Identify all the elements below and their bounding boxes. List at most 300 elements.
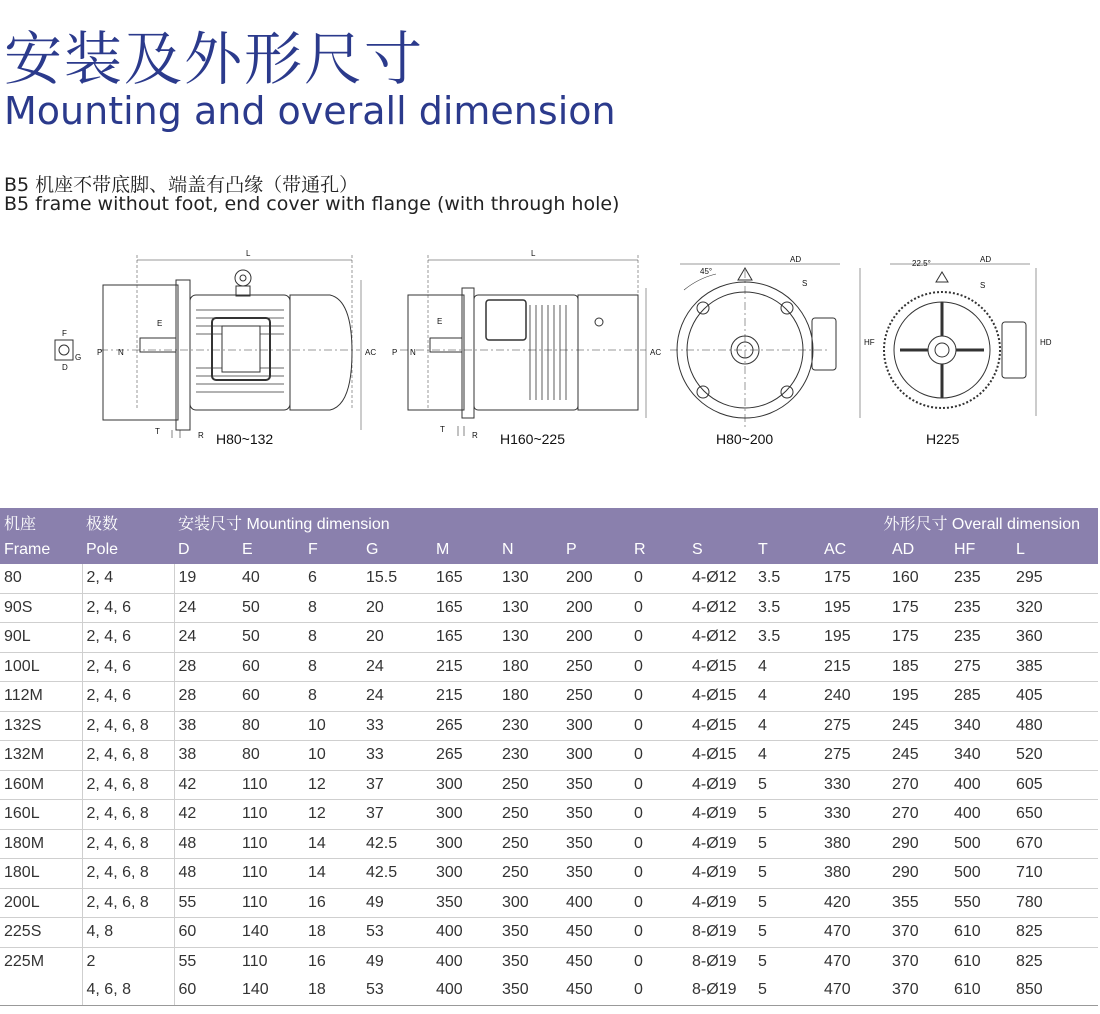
dim-e-label-2: E bbox=[437, 317, 443, 326]
table-cell: 24 bbox=[362, 652, 432, 682]
table-cell: 160L bbox=[0, 800, 82, 830]
table-cell: 380 bbox=[820, 859, 888, 889]
table-cell: 8 bbox=[304, 652, 362, 682]
table-cell: 175 bbox=[820, 564, 888, 593]
table-cell: 405 bbox=[1012, 682, 1098, 712]
angle-45-label: 45° bbox=[700, 267, 713, 276]
table-cell: 100L bbox=[0, 652, 82, 682]
table-cell: 53 bbox=[362, 976, 432, 1005]
table-cell: 265 bbox=[432, 711, 498, 741]
table-cell: 10 bbox=[304, 711, 362, 741]
table-cell: 215 bbox=[820, 652, 888, 682]
dim-s-label-1: S bbox=[802, 279, 808, 288]
table-cell: 2, 4, 6, 8 bbox=[82, 859, 174, 889]
table-cell: 14 bbox=[304, 829, 362, 859]
table-cell: 185 bbox=[888, 652, 950, 682]
table-cell: 195 bbox=[888, 682, 950, 712]
table-cell: 5 bbox=[754, 976, 820, 1005]
column-header-t: T bbox=[754, 536, 820, 564]
table-cell: 160 bbox=[888, 564, 950, 593]
table-row bbox=[0, 652, 1098, 682]
table-cell: 10 bbox=[304, 741, 362, 771]
column-header-s: S bbox=[688, 536, 754, 564]
table-cell: 2, 4, 6 bbox=[82, 682, 174, 712]
table-cell: 140 bbox=[238, 976, 304, 1005]
table-row bbox=[0, 947, 1098, 976]
table-cell: 215 bbox=[432, 652, 498, 682]
dimension-table bbox=[0, 508, 1098, 1006]
section-subtitle-cn: B5 机座不带底脚、端盖有凸缘（带通孔） bbox=[4, 174, 359, 196]
column-header-d: D bbox=[174, 536, 238, 564]
column-header-hf: HF bbox=[950, 536, 1012, 564]
table-cell: 0 bbox=[630, 564, 688, 593]
table-cell: 28 bbox=[174, 682, 238, 712]
table-cell: 290 bbox=[888, 859, 950, 889]
table-cell: 300 bbox=[498, 888, 562, 918]
table-cell: 4-Ø15 bbox=[688, 741, 754, 771]
table-cell bbox=[0, 976, 82, 1005]
table-cell: 350 bbox=[498, 918, 562, 948]
table-cell: 4-Ø15 bbox=[688, 652, 754, 682]
table-row bbox=[0, 918, 1098, 948]
table-cell: 2, 4, 6, 8 bbox=[82, 711, 174, 741]
dim-r-label-1: R bbox=[198, 431, 204, 440]
table-row bbox=[0, 888, 1098, 918]
table-cell: 175 bbox=[888, 593, 950, 623]
table-cell: 240 bbox=[820, 682, 888, 712]
table-cell: 16 bbox=[304, 888, 362, 918]
table-cell: 4-Ø19 bbox=[688, 859, 754, 889]
table-cell: 110 bbox=[238, 800, 304, 830]
table-cell: 160M bbox=[0, 770, 82, 800]
table-cell: 20 bbox=[362, 623, 432, 653]
table-cell: 53 bbox=[362, 918, 432, 948]
table-cell: 400 bbox=[950, 770, 1012, 800]
table-row bbox=[0, 711, 1098, 741]
dim-p-label-2: P bbox=[392, 348, 398, 357]
dim-p-label-1: P bbox=[97, 348, 103, 357]
table-cell: 80 bbox=[0, 564, 82, 593]
table-cell: 380 bbox=[820, 829, 888, 859]
table-cell: 0 bbox=[634, 952, 643, 970]
table-cell: 2, 4, 6, 8 bbox=[82, 770, 174, 800]
dim-f-label: F bbox=[62, 329, 67, 338]
table-cell: 60 bbox=[238, 682, 304, 712]
dim-ac-label-2: AC bbox=[650, 348, 662, 357]
dim-r-label-2: R bbox=[472, 431, 478, 440]
table-row bbox=[0, 770, 1098, 800]
table-cell: 4 bbox=[754, 741, 820, 771]
table-cell: 40 bbox=[238, 564, 304, 593]
front-view-large-drawing bbox=[884, 264, 1036, 416]
table-cell: 130 bbox=[498, 623, 562, 653]
table-cell: 5 bbox=[754, 770, 820, 800]
table-cell: 350 bbox=[502, 952, 529, 970]
table-cell: 225S bbox=[0, 918, 82, 948]
table-cell: 80 bbox=[238, 741, 304, 771]
table-cell: 180L bbox=[0, 859, 82, 889]
table-cell: 24 bbox=[362, 682, 432, 712]
column-header-frame: Frame bbox=[0, 536, 82, 564]
caption-h160-225: H160~225 bbox=[500, 431, 566, 447]
column-header-pole: Pole bbox=[82, 536, 174, 564]
table-cell: 130 bbox=[498, 593, 562, 623]
table-cell: 400 bbox=[950, 800, 1012, 830]
table-cell: 5 bbox=[754, 829, 820, 859]
table-cell: 3.5 bbox=[754, 593, 820, 623]
table-cell: 450 bbox=[562, 918, 630, 948]
table-cell: 450 bbox=[566, 952, 593, 970]
table-cell: 420 bbox=[820, 888, 888, 918]
table-cell: 5 bbox=[754, 859, 820, 889]
table-cell: 4 bbox=[754, 711, 820, 741]
table-cell: 200L bbox=[0, 888, 82, 918]
table-cell: 8-Ø19 bbox=[692, 952, 737, 970]
table-cell: 2, 4, 6 bbox=[82, 623, 174, 653]
table-cell: 49 bbox=[362, 888, 432, 918]
table-cell: 24 bbox=[174, 593, 238, 623]
table-cell: 850 bbox=[1012, 976, 1098, 1005]
angle-225-label: 22.5° bbox=[912, 259, 931, 268]
table-cell: 230 bbox=[498, 711, 562, 741]
column-header-p: P bbox=[562, 536, 630, 564]
header-overall: 外形尺寸 Overall dimension bbox=[754, 508, 1098, 536]
table-cell: 8 bbox=[304, 623, 362, 653]
dim-l-label-1: L bbox=[246, 249, 251, 258]
table-cell: 132S bbox=[0, 711, 82, 741]
table-cell: 37 bbox=[362, 800, 432, 830]
table-cell: 14 bbox=[304, 859, 362, 889]
table-cell: 520 bbox=[1012, 741, 1098, 771]
table-cell: 60 bbox=[174, 976, 238, 1005]
table-cell: 50 bbox=[238, 623, 304, 653]
table-row bbox=[0, 800, 1098, 830]
table-cell: 0 bbox=[630, 652, 688, 682]
table-cell: 50 bbox=[238, 593, 304, 623]
table-row bbox=[0, 976, 1098, 1005]
table-cell: 33 bbox=[362, 711, 432, 741]
table-cell: 42 bbox=[174, 800, 238, 830]
table-cell: 330 bbox=[820, 770, 888, 800]
dim-n-label-1: N bbox=[118, 348, 124, 357]
table-cell: 0 bbox=[630, 682, 688, 712]
table-cell: 80 bbox=[238, 711, 304, 741]
table-cell: 3.5 bbox=[754, 623, 820, 653]
table-cell: 225M bbox=[0, 947, 82, 976]
dim-t-label-1: T bbox=[155, 427, 160, 436]
table-cell: 48 bbox=[174, 829, 238, 859]
table-cell: 130 bbox=[498, 564, 562, 593]
table-cell: 275 bbox=[820, 741, 888, 771]
table-cell: 350 bbox=[562, 859, 630, 889]
table-cell: 350 bbox=[562, 829, 630, 859]
table-cell: 200 bbox=[562, 593, 630, 623]
table-cell: 385 bbox=[1012, 652, 1098, 682]
side-view-small-drawing bbox=[55, 255, 361, 438]
table-cell: 2, 4, 6 bbox=[82, 652, 174, 682]
dimension-drawings bbox=[0, 240, 1100, 460]
table-cell: 180 bbox=[498, 652, 562, 682]
table-cell: 4-Ø12 bbox=[688, 564, 754, 593]
column-header-ac: AC bbox=[820, 536, 888, 564]
table-cell: 350 bbox=[562, 800, 630, 830]
table-cell: 0 bbox=[630, 623, 688, 653]
table-cell: 200 bbox=[562, 564, 630, 593]
table-cell: 0 bbox=[630, 770, 688, 800]
table-cell: 650 bbox=[1012, 800, 1098, 830]
table-cell: 165 bbox=[432, 623, 498, 653]
table-cell: 18 bbox=[304, 976, 362, 1005]
table-cell: 0 bbox=[630, 711, 688, 741]
table-cell: 2, 4, 6 bbox=[82, 593, 174, 623]
table-cell: 550 bbox=[950, 888, 1012, 918]
table-cell: 5 bbox=[758, 952, 767, 970]
table-cell: 670 bbox=[1012, 829, 1098, 859]
table-cell: 400 bbox=[432, 976, 498, 1005]
table-cell: 20 bbox=[362, 593, 432, 623]
table-cell: 370 bbox=[888, 976, 950, 1005]
table-cell: 195 bbox=[820, 623, 888, 653]
table-cell: 350 bbox=[432, 888, 498, 918]
dim-d-label: D bbox=[62, 363, 68, 372]
table-header-row-1 bbox=[0, 508, 1098, 536]
table-cell: 450 bbox=[562, 976, 630, 1005]
table-cell: 250 bbox=[498, 770, 562, 800]
table-cell: 33 bbox=[362, 741, 432, 771]
table-cell: 6 bbox=[304, 564, 362, 593]
table-cell: 8 bbox=[304, 682, 362, 712]
table-cell: 400 bbox=[562, 888, 630, 918]
table-cell: 300 bbox=[432, 800, 498, 830]
table-row bbox=[0, 741, 1098, 771]
table-cell: 610 bbox=[950, 976, 1012, 1005]
table-cell: 2, 4 bbox=[82, 564, 174, 593]
table-cell: 4-Ø15 bbox=[688, 711, 754, 741]
page-title-en: Mounting and overall dimension bbox=[4, 89, 616, 133]
header-mounting: 安装尺寸 Mounting dimension bbox=[174, 508, 754, 536]
table-cell: 180M bbox=[0, 829, 82, 859]
table-cell: 250 bbox=[562, 652, 630, 682]
table-row bbox=[0, 859, 1098, 889]
table-cell: 2, 4, 6, 8 bbox=[82, 800, 174, 830]
table-cell: 48 bbox=[174, 859, 238, 889]
table-cell: 4-Ø19 bbox=[688, 829, 754, 859]
side-view-large-drawing bbox=[400, 255, 646, 436]
table-cell: 4-Ø12 bbox=[688, 623, 754, 653]
table-cell: 275 bbox=[820, 711, 888, 741]
table-cell: 300 bbox=[432, 859, 498, 889]
table-cell: 55 bbox=[178, 952, 197, 970]
table-cell: 610 bbox=[950, 918, 1012, 948]
table-cell: 195 bbox=[820, 593, 888, 623]
table-cell: 710 bbox=[1012, 859, 1098, 889]
table-cell: 5 bbox=[754, 888, 820, 918]
table-cell: 250 bbox=[498, 829, 562, 859]
table-cell: 8 bbox=[304, 593, 362, 623]
table-cell: 2, 4, 6, 8 bbox=[82, 888, 174, 918]
table-cell: 4, 8 bbox=[82, 918, 174, 948]
table-cell: 235 bbox=[950, 623, 1012, 653]
table-cell: 500 bbox=[950, 829, 1012, 859]
table-cell: 60 bbox=[174, 918, 238, 948]
section-subtitle-en: B5 frame without foot, end cover with flange (with through hole) bbox=[4, 193, 620, 215]
table-cell: 780 bbox=[1012, 888, 1098, 918]
table-cell: 12 bbox=[304, 800, 362, 830]
table-cell: 38 bbox=[174, 741, 238, 771]
table-cell: 3.5 bbox=[754, 564, 820, 593]
table-cell: 480 bbox=[1012, 711, 1098, 741]
table-cell: 340 bbox=[950, 741, 1012, 771]
table-cell: 24 bbox=[174, 623, 238, 653]
table-cell: 215 bbox=[432, 682, 498, 712]
dim-e-label-1: E bbox=[157, 319, 163, 328]
table-cell: 0 bbox=[630, 976, 688, 1005]
table-cell: 605 bbox=[1012, 770, 1098, 800]
table-cell: 300 bbox=[432, 770, 498, 800]
table-cell: 110 bbox=[238, 859, 304, 889]
table-cell: 330 bbox=[820, 800, 888, 830]
table-cell: 300 bbox=[432, 829, 498, 859]
table-cell: 500 bbox=[950, 859, 1012, 889]
column-header-g: G bbox=[362, 536, 432, 564]
column-header-r: R bbox=[630, 536, 688, 564]
table-cell: 42.5 bbox=[362, 859, 432, 889]
header-pole-cn: 极数 bbox=[82, 508, 174, 536]
table-cell: 825 bbox=[1012, 918, 1098, 948]
table-cell: 0 bbox=[630, 888, 688, 918]
column-header-e: E bbox=[238, 536, 304, 564]
table-cell: 610 bbox=[954, 952, 981, 970]
table-cell: 2 bbox=[82, 947, 174, 976]
column-header-m: M bbox=[432, 536, 498, 564]
table-cell: 400 bbox=[436, 952, 463, 970]
table-cell: 37 bbox=[362, 770, 432, 800]
table-cell: 250 bbox=[498, 800, 562, 830]
dim-hd-label: HD bbox=[1040, 338, 1052, 347]
table-cell: 16 bbox=[308, 952, 326, 970]
table-cell: 60 bbox=[238, 652, 304, 682]
table-cell: 0 bbox=[630, 741, 688, 771]
table-cell: 165 bbox=[432, 564, 498, 593]
table-cell: 4 bbox=[754, 652, 820, 682]
table-cell: 200 bbox=[562, 623, 630, 653]
table-cell: 230 bbox=[498, 741, 562, 771]
dim-n-label-2: N bbox=[410, 348, 416, 357]
table-cell: 400 bbox=[432, 918, 498, 948]
table-cell: 110 bbox=[238, 770, 304, 800]
table-cell: 42 bbox=[174, 770, 238, 800]
table-cell: 350 bbox=[562, 770, 630, 800]
caption-h80-132: H80~132 bbox=[216, 431, 274, 447]
table-cell: 0 bbox=[630, 829, 688, 859]
table-cell: 250 bbox=[498, 859, 562, 889]
table-cell: 370 bbox=[892, 952, 919, 970]
table-cell: 355 bbox=[888, 888, 950, 918]
table-cell: 4-Ø19 bbox=[688, 800, 754, 830]
table-cell: 235 bbox=[950, 593, 1012, 623]
table-cell: 110 bbox=[238, 829, 304, 859]
table-cell: 470 bbox=[824, 952, 851, 970]
table-cell: 38 bbox=[174, 711, 238, 741]
table-row bbox=[0, 593, 1098, 623]
table-cell: 112M bbox=[0, 682, 82, 712]
table-cell: 90L bbox=[0, 623, 82, 653]
table-cell: 19 bbox=[174, 564, 238, 593]
dim-s-label-2: S bbox=[980, 281, 986, 290]
table-cell: 4-Ø19 bbox=[688, 770, 754, 800]
table-cell: 360 bbox=[1012, 623, 1098, 653]
table-cell: 300 bbox=[562, 741, 630, 771]
table-cell: 12 bbox=[304, 770, 362, 800]
dim-l-label-2: L bbox=[531, 249, 536, 258]
table-cell: 0 bbox=[630, 800, 688, 830]
table-cell: 275 bbox=[950, 652, 1012, 682]
table-cell: 0 bbox=[630, 859, 688, 889]
column-header-n: N bbox=[498, 536, 562, 564]
caption-h80-200: H80~200 bbox=[716, 431, 774, 447]
table-cell: 290 bbox=[888, 829, 950, 859]
table-cell: 295 bbox=[1012, 564, 1098, 593]
table-cell: 0 bbox=[630, 593, 688, 623]
dim-t-label-2: T bbox=[440, 425, 445, 434]
table-cell: 340 bbox=[950, 711, 1012, 741]
caption-h225: H225 bbox=[926, 431, 960, 447]
table-cell: 28 bbox=[174, 652, 238, 682]
table-cell: 4-Ø12 bbox=[688, 593, 754, 623]
table-row bbox=[0, 829, 1098, 859]
column-header-f: F bbox=[304, 536, 362, 564]
page-title-cn: 安装及外形尺寸 bbox=[4, 25, 425, 93]
table-cell: 42.5 bbox=[362, 829, 432, 859]
table-cell: 165 bbox=[432, 593, 498, 623]
table-cell: 250 bbox=[562, 682, 630, 712]
table-cell: 4 bbox=[754, 682, 820, 712]
table-cell: 5 bbox=[754, 800, 820, 830]
table-cell: 320 bbox=[1012, 593, 1098, 623]
table-row bbox=[0, 682, 1098, 712]
table-cell: 8-Ø19 bbox=[688, 918, 754, 948]
table-cell: 18 bbox=[304, 918, 362, 948]
table-cell: 4, 6, 8 bbox=[82, 976, 174, 1005]
table-header-row-2 bbox=[0, 536, 1098, 564]
table-cell: 15.5 bbox=[362, 564, 432, 593]
table-cell: 4-Ø15 bbox=[688, 682, 754, 712]
table-cell: 270 bbox=[888, 800, 950, 830]
table-cell: 4-Ø19 bbox=[688, 888, 754, 918]
front-view-small-drawing bbox=[670, 264, 860, 430]
table-row bbox=[0, 564, 1098, 593]
table-cell: 235 bbox=[950, 564, 1012, 593]
column-header-l: L bbox=[1012, 536, 1098, 564]
table-cell: 470 bbox=[820, 976, 888, 1005]
table-cell: 2, 4, 6, 8 bbox=[82, 829, 174, 859]
table-cell: 140 bbox=[238, 918, 304, 948]
drawings-svg bbox=[0, 240, 1100, 460]
table-cell: 180 bbox=[498, 682, 562, 712]
table-cell: 350 bbox=[498, 976, 562, 1005]
table-cell: 5 bbox=[754, 918, 820, 948]
table-cell: 175 bbox=[888, 623, 950, 653]
table-cell: 2, 4, 6, 8 bbox=[82, 741, 174, 771]
table-cell: 8-Ø19 bbox=[688, 976, 754, 1005]
table-cell: 90S bbox=[0, 593, 82, 623]
dim-hf-label: HF bbox=[864, 338, 875, 347]
dim-ad-label-2: AD bbox=[980, 255, 992, 264]
table-cell: 300 bbox=[562, 711, 630, 741]
table-cell: 370 bbox=[888, 918, 950, 948]
table-cell: 285 bbox=[950, 682, 1012, 712]
table-cell: 55 bbox=[174, 888, 238, 918]
